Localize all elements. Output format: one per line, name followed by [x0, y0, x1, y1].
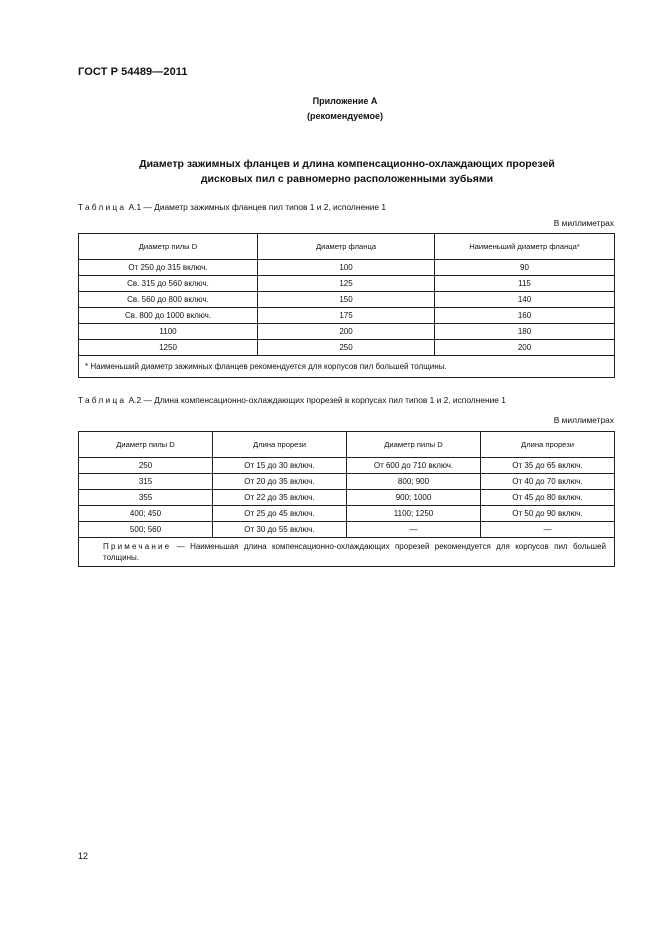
table-a2-header-cell: Диаметр пилы D: [347, 432, 481, 458]
table-row: [79, 522, 615, 538]
table-a2-note-prefix: Примечание: [103, 542, 172, 551]
table-cell: 500; 560: [79, 522, 213, 538]
table-row: [79, 324, 615, 340]
annex-status: (рекомендуемое): [307, 111, 383, 121]
table-cell: 250: [79, 458, 213, 474]
table-a2-header-cell: Диаметр пилы D: [79, 432, 213, 458]
table-a2-caption-text: А.2 — Длина компенсационно-охлаждающих прорезей в корпусах пил типов 1 и 2, исполнение 1: [126, 395, 506, 405]
table-a2-note: [79, 538, 615, 567]
table-cell: 115: [435, 276, 615, 292]
table-cell: От 20 до 35 включ.: [213, 474, 347, 490]
table-cell: 355: [79, 490, 213, 506]
section-title: [0, 157, 661, 187]
table-row: [79, 260, 615, 276]
table-a1-caption: [78, 202, 386, 212]
table-cell: Св. 800 до 1000 включ.: [79, 308, 258, 324]
table-a2-header-cell: Длина прорези: [481, 432, 615, 458]
table-a2-note-row: [79, 538, 615, 567]
table-a2-header-cell: Длина прорези: [213, 432, 347, 458]
table-cell: От 600 до 710 включ.: [347, 458, 481, 474]
table-row: [79, 474, 615, 490]
table-cell: От 50 до 90 включ.: [481, 506, 615, 522]
table-cell: От 15 до 30 включ.: [213, 458, 347, 474]
table-cell: 140: [435, 292, 615, 308]
table-a1-header-cell: Диаметр пилы D: [79, 234, 258, 260]
table-cell: 160: [435, 308, 615, 324]
table-cell: От 22 до 35 включ.: [213, 490, 347, 506]
table-a2-note-text: — Наименьшая длина компенсационно-охлаждающих прорезей рекомендуется для корпусов пил большей толщины.: [103, 542, 606, 562]
table-a1-footnote-row: [79, 356, 615, 378]
table-cell: 100: [258, 260, 435, 276]
table-row: [79, 506, 615, 522]
table-cell: 175: [258, 308, 435, 324]
table-a1-footnote: * Наименьший диаметр зажимных фланцев рекомендуется для корпусов пил большей толщины.: [79, 356, 615, 378]
table-cell: —: [347, 522, 481, 538]
table-cell: 1100: [79, 324, 258, 340]
table-cell: 90: [435, 260, 615, 276]
table-cell: 1250: [79, 340, 258, 356]
table-a1: [78, 233, 615, 378]
table-a1-caption-prefix: Таблица: [78, 202, 127, 212]
table-row: [79, 458, 615, 474]
annex-label: Приложение А: [312, 96, 378, 106]
table-a2-header-row: [79, 432, 615, 458]
table-cell: 200: [435, 340, 615, 356]
section-title-line-2: дисковых пил с равномерно расположенными зубьями: [200, 173, 494, 185]
table-a1-header-row: [79, 234, 615, 260]
table-cell: 150: [258, 292, 435, 308]
table-row: [79, 490, 615, 506]
table-row: [79, 340, 615, 356]
table-cell: От 45 до 80 включ.: [481, 490, 615, 506]
table-a2-caption: [78, 395, 506, 405]
document-code: ГОСТ Р 54489—2011: [78, 66, 188, 78]
table-cell: От 250 до 315 включ.: [79, 260, 258, 276]
table-a2: [78, 431, 615, 567]
table-cell: 250: [258, 340, 435, 356]
table-cell: 200: [258, 324, 435, 340]
table-cell: От 25 до 45 включ.: [213, 506, 347, 522]
annex-heading: [0, 94, 661, 124]
table-cell: —: [481, 522, 615, 538]
table-a1-units: В миллиметрах: [553, 218, 614, 228]
table-row: [79, 292, 615, 308]
table-a1-header-cell: Диаметр фланца: [258, 234, 435, 260]
section-title-line-1: Диаметр зажимных фланцев и длина компенсационно-охлаждающих прорезей: [139, 158, 555, 170]
table-cell: От 35 до 65 включ.: [481, 458, 615, 474]
table-row: [79, 308, 615, 324]
table-cell: Св. 560 до 800 включ.: [79, 292, 258, 308]
table-cell: От 40 до 70 включ.: [481, 474, 615, 490]
table-cell: 1100; 1250: [347, 506, 481, 522]
page-number: 12: [78, 851, 89, 861]
table-cell: 125: [258, 276, 435, 292]
table-cell: Св. 315 до 560 включ.: [79, 276, 258, 292]
table-cell: 180: [435, 324, 615, 340]
table-cell: От 30 до 55 включ.: [213, 522, 347, 538]
table-a2-units: В миллиметрах: [553, 415, 614, 425]
table-a2-caption-prefix: Таблица: [78, 395, 127, 405]
table-cell: 400; 450: [79, 506, 213, 522]
table-a1-header-cell: Наименьший диаметр фланца*: [435, 234, 615, 260]
table-cell: 900; 1000: [347, 490, 481, 506]
table-cell: 315: [79, 474, 213, 490]
table-a1-caption-text: А.1 — Диаметр зажимных фланцев пил типов 1 и 2, исполнение 1: [126, 202, 387, 212]
table-cell: 800; 900: [347, 474, 481, 490]
table-row: [79, 276, 615, 292]
